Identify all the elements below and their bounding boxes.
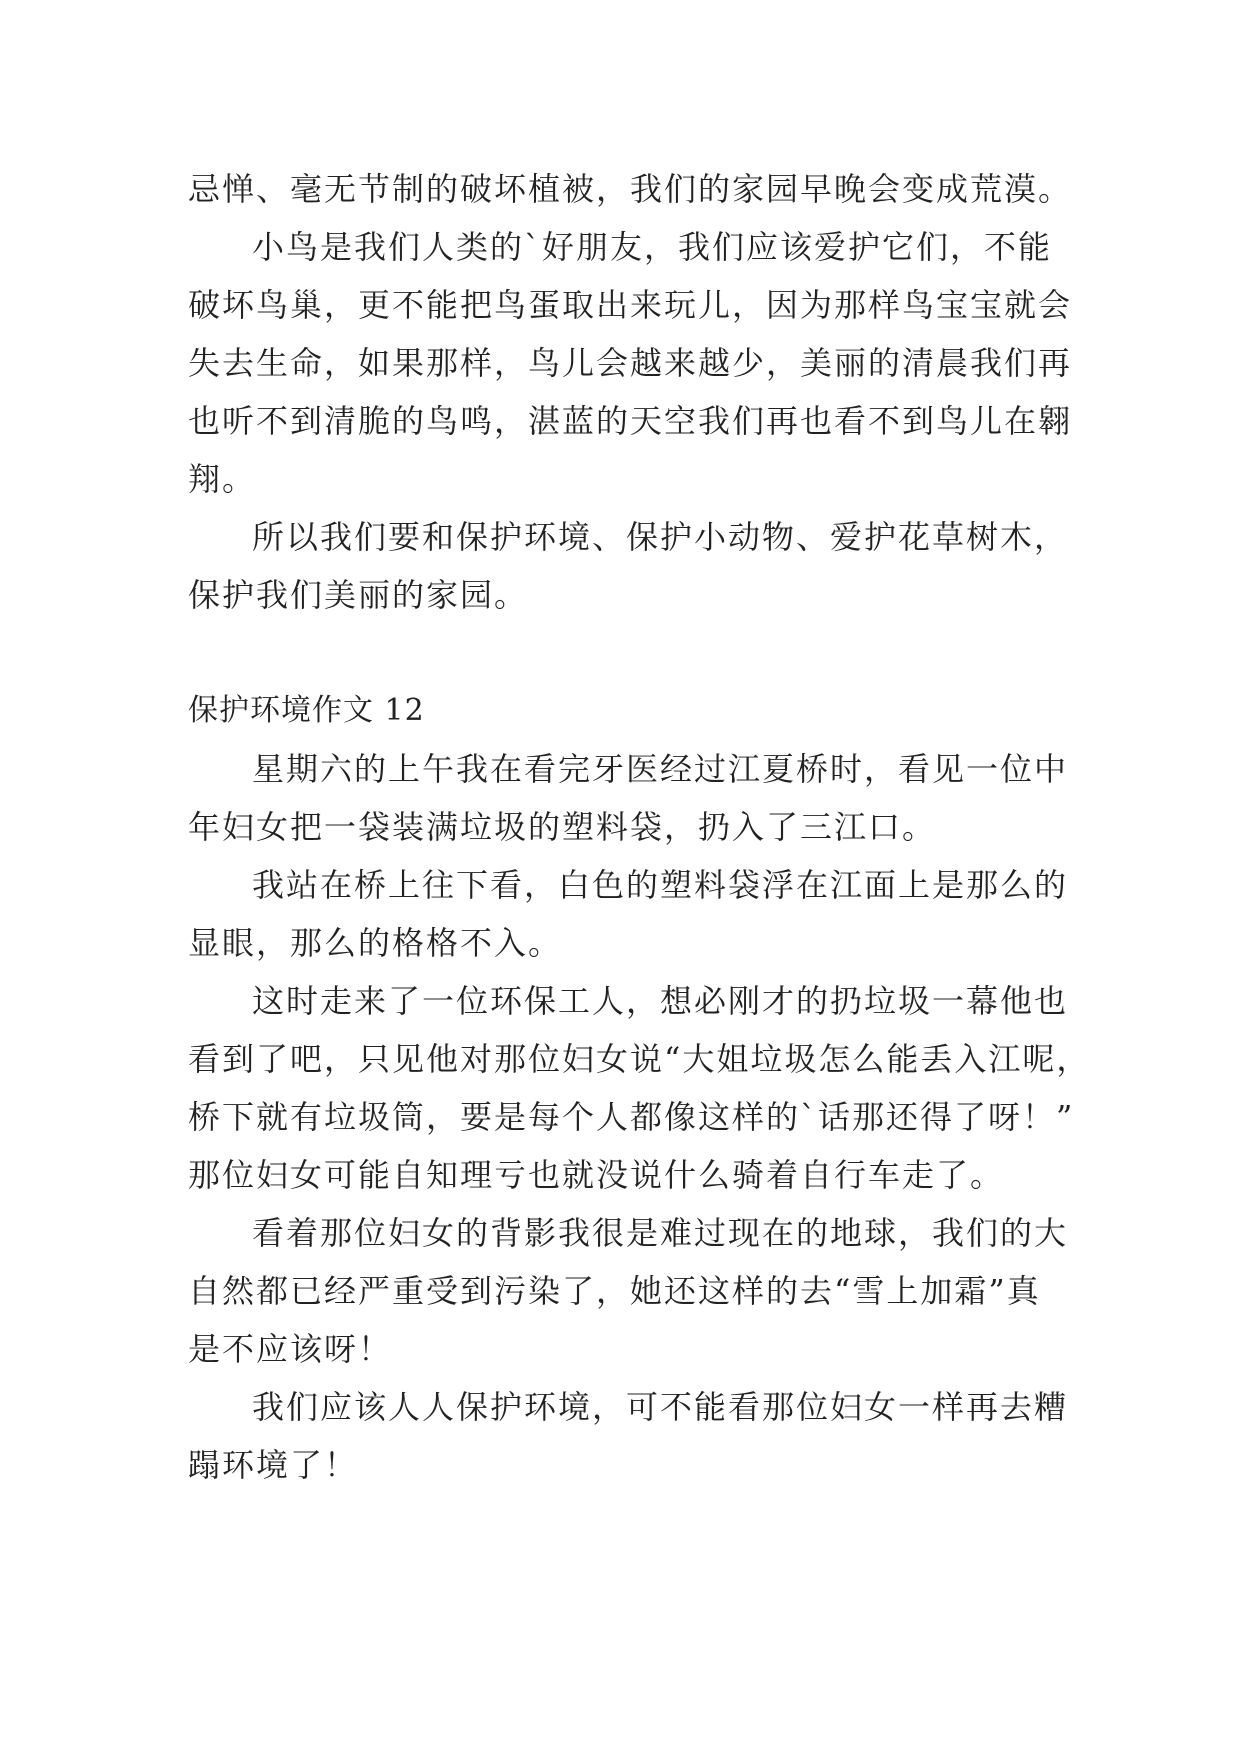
text-line: 看到了吧，只见他对那位妇女说“大姐垃圾怎么能丢入江呢，	[188, 1040, 1091, 1078]
paragraph-birds	[188, 218, 1073, 508]
paragraph-continuation	[188, 160, 1073, 218]
text-line: 蹋环境了！	[188, 1446, 359, 1484]
section-gap	[188, 624, 1056, 682]
text-line: 也听不到清脆的鸟鸣，湛蓝的天空我们再也看不到鸟儿在翱	[188, 402, 1073, 440]
text-line: 翔。	[188, 460, 257, 498]
text-line: 看着那位妇女的背影我很是难过现在的地球，我们的大	[252, 1214, 1069, 1252]
paragraph-call-to-action	[188, 1378, 1069, 1494]
paragraph-saturday	[188, 740, 1069, 856]
text-line: 这时走来了一位环保工人，想必刚才的扔垃圾一幕他也	[252, 982, 1069, 1020]
text-line: 忌惮、毫无节制的破坏植被，我们的家园早晚会变成荒漠。	[188, 170, 1073, 208]
text-line: 那位妇女可能自知理亏也就没说什么骑着自行车走了。	[188, 1156, 1005, 1194]
paragraph-bridge	[188, 856, 1069, 972]
text-line: 自然都已经严重受到污染了，她还这样的去“雪上加霜”真	[188, 1272, 1041, 1310]
document-page	[188, 160, 1091, 1494]
text-line: 我站在桥上往下看，白色的塑料袋浮在江面上是那么的	[252, 866, 1069, 904]
text-line: 小鸟是我们人类的`好朋友，我们应该爱护它们，不能	[252, 228, 1053, 266]
text-line: 保护我们美丽的家园。	[188, 576, 529, 614]
paragraph-worker	[188, 972, 1091, 1204]
paragraph-reflection	[188, 1204, 1069, 1378]
text-line: 是不应该呀！	[188, 1330, 393, 1368]
essay-heading: 保护环境作文 12	[188, 693, 425, 728]
text-line: 失去生命，如果那样，鸟儿会越来越少，美丽的清晨我们再	[188, 344, 1073, 382]
text-line: 显眼，那么的格格不入。	[188, 924, 563, 962]
text-line: 所以我们要和保护环境、保护小动物、爱护花草树木，	[252, 518, 1069, 556]
text-line: 破坏鸟巢，更不能把鸟蛋取出来玩儿，因为那样鸟宝宝就会	[188, 286, 1073, 324]
text-line: 星期六的上午我在看完牙医经过江夏桥时，看见一位中	[252, 750, 1069, 788]
text-line: 我们应该人人保护环境，可不能看那位妇女一样再去糟	[252, 1388, 1069, 1426]
text-line: 桥下就有垃圾筒，要是每个人都像这样的`话那还得了呀！”	[188, 1098, 1075, 1136]
text-line: 年妇女把一袋装满垃圾的塑料袋，扔入了三江口。	[188, 808, 937, 846]
paragraph-conclusion	[188, 508, 1069, 624]
